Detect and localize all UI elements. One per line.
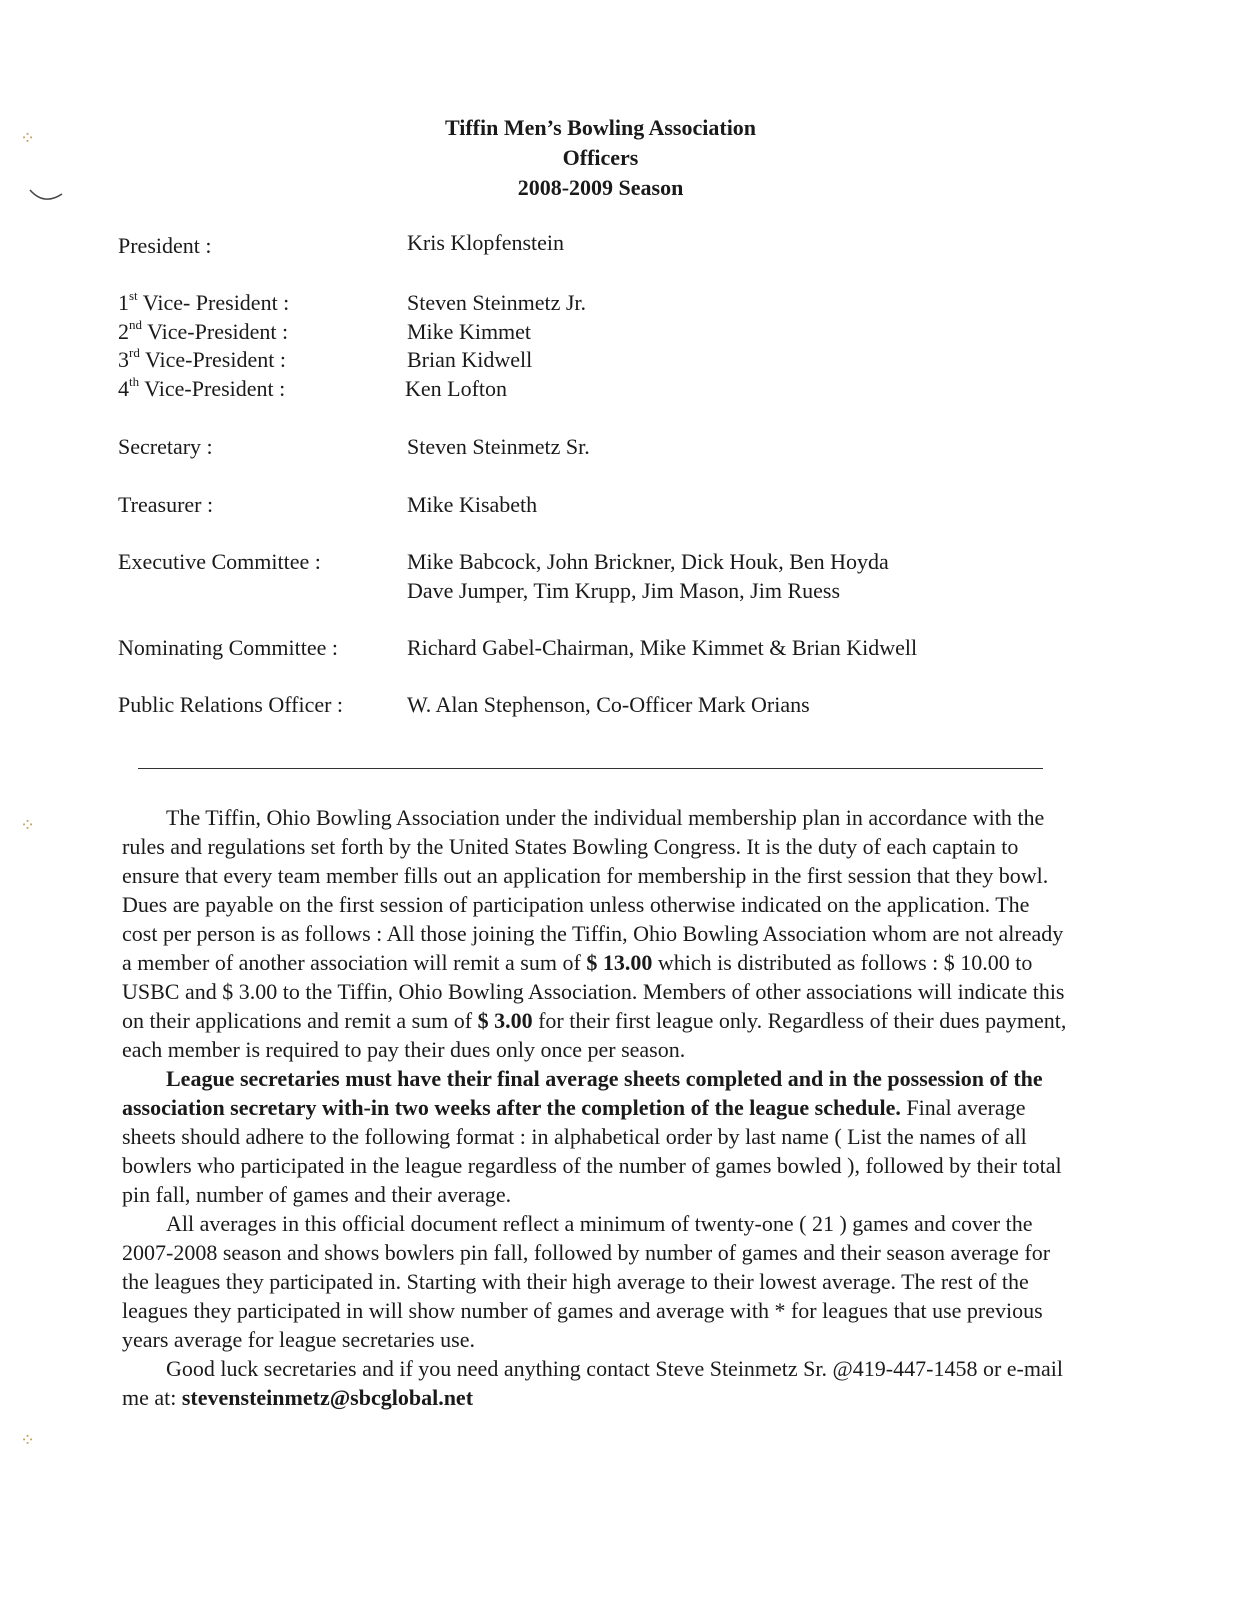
officer-label: 3rd Vice-President : bbox=[118, 344, 286, 372]
officer-name: Steven Steinmetz Sr. bbox=[407, 434, 590, 459]
season-title: 2008-2009 Season bbox=[517, 175, 684, 200]
page-heading: Officers bbox=[562, 145, 639, 170]
officer-name-line2: Dave Jumper, Tim Krupp, Jim Mason, Jim Ruess bbox=[407, 578, 841, 603]
averages-paragraph: All averages in this official document reflect a minimum of twenty-one ( 21 ) games and cover the 2007-2008 season and shows bowlers pin fall, followed by number of games and their season average for the leagues they participated in. Starting with their high average to their lowest average. The rest of the leagues they participated in will show number of games and average with * for leagues that use previous years average for league secretaries use. bbox=[122, 1211, 1051, 1352]
officer-label: 4th Vice-President : bbox=[118, 373, 286, 401]
contact-paragraph: Good luck secretaries and if you need anything contact Steve Steinmetz Sr. @419-447-1458 or e-mail me at: stevensteinmetz@sbcglobal.net bbox=[122, 1356, 1063, 1410]
document-title-block bbox=[0, 113, 1245, 203]
officer-label: President : bbox=[118, 233, 212, 258]
scan-speck-mark: ⁘ bbox=[20, 1430, 36, 1450]
officer-label: Nominating Committee : bbox=[118, 635, 338, 660]
officer-label: Executive Committee : bbox=[118, 549, 321, 574]
divider-line bbox=[138, 768, 1043, 769]
officer-name: Ken Lofton bbox=[405, 376, 508, 401]
officer-name: Kris Klopfenstein bbox=[407, 230, 565, 255]
officer-name: Steven Steinmetz Jr. bbox=[407, 290, 587, 315]
officer-label: Secretary : bbox=[118, 434, 213, 459]
document-body bbox=[122, 803, 1070, 1412]
officer-name: Mike Kimmet bbox=[407, 319, 532, 344]
scan-speck-mark: ⁘ bbox=[20, 128, 36, 148]
officer-name: Richard Gabel-Chairman, Mike Kimmet & Brian Kidwell bbox=[407, 635, 918, 660]
membership-paragraph: The Tiffin, Ohio Bowling Association under the individual membership plan in accordance with the rules and regulations set forth by the United States Bowling Congress. It is the duty of each captain to ensure that every team member fills out an application for membership in the first session that they bowl. Dues are payable on the first session of participation unless otherwise indicated on the application. The cost per person is as follows : All those joining the Tiffin, Ohio Bowling Association whom are not already a member of another association will remit a sum of $ 13.00 which is distributed as follows : $ 10.00 to USBC and $ 3.00 to the Tiffin, Ohio Bowling Association. Members of other associations will indicate this on their applications and remit a sum of $ 3.00 for their first league only. Regardless of their dues payment, each member is required to pay their dues only once per season. bbox=[122, 805, 1067, 1062]
org-title: Tiffin Men’s Bowling Association bbox=[444, 115, 757, 140]
contact-email: stevensteinmetz@sbcglobal.net bbox=[181, 1385, 474, 1410]
officer-label: Public Relations Officer : bbox=[118, 692, 344, 717]
officer-name: W. Alan Stephenson, Co-Officer Mark Orians bbox=[407, 692, 810, 717]
officer-name: Brian Kidwell bbox=[407, 347, 533, 372]
officer-label: Treasurer : bbox=[118, 492, 214, 517]
scan-speck-mark: ⁘ bbox=[20, 815, 36, 835]
officer-name: Mike Kisabeth bbox=[407, 492, 538, 517]
officer-label: 2nd Vice-President : bbox=[118, 316, 289, 344]
officer-name: Mike Babcock, John Brickner, Dick Houk, Ben Hoyda bbox=[407, 549, 889, 574]
officer-label: 1st Vice- President : bbox=[118, 287, 290, 315]
average-sheets-paragraph: League secretaries must have their final average sheets completed and in the possession of the association secretary with-in two weeks after the completion of the league schedule. Final average sheets should adhere to the following format : in alphabetical order by last name ( List the names of all bowlers who participated in the league regardless of the number of games bowled ), followed by their total pin fall, number of games and their average. bbox=[122, 1066, 1062, 1207]
